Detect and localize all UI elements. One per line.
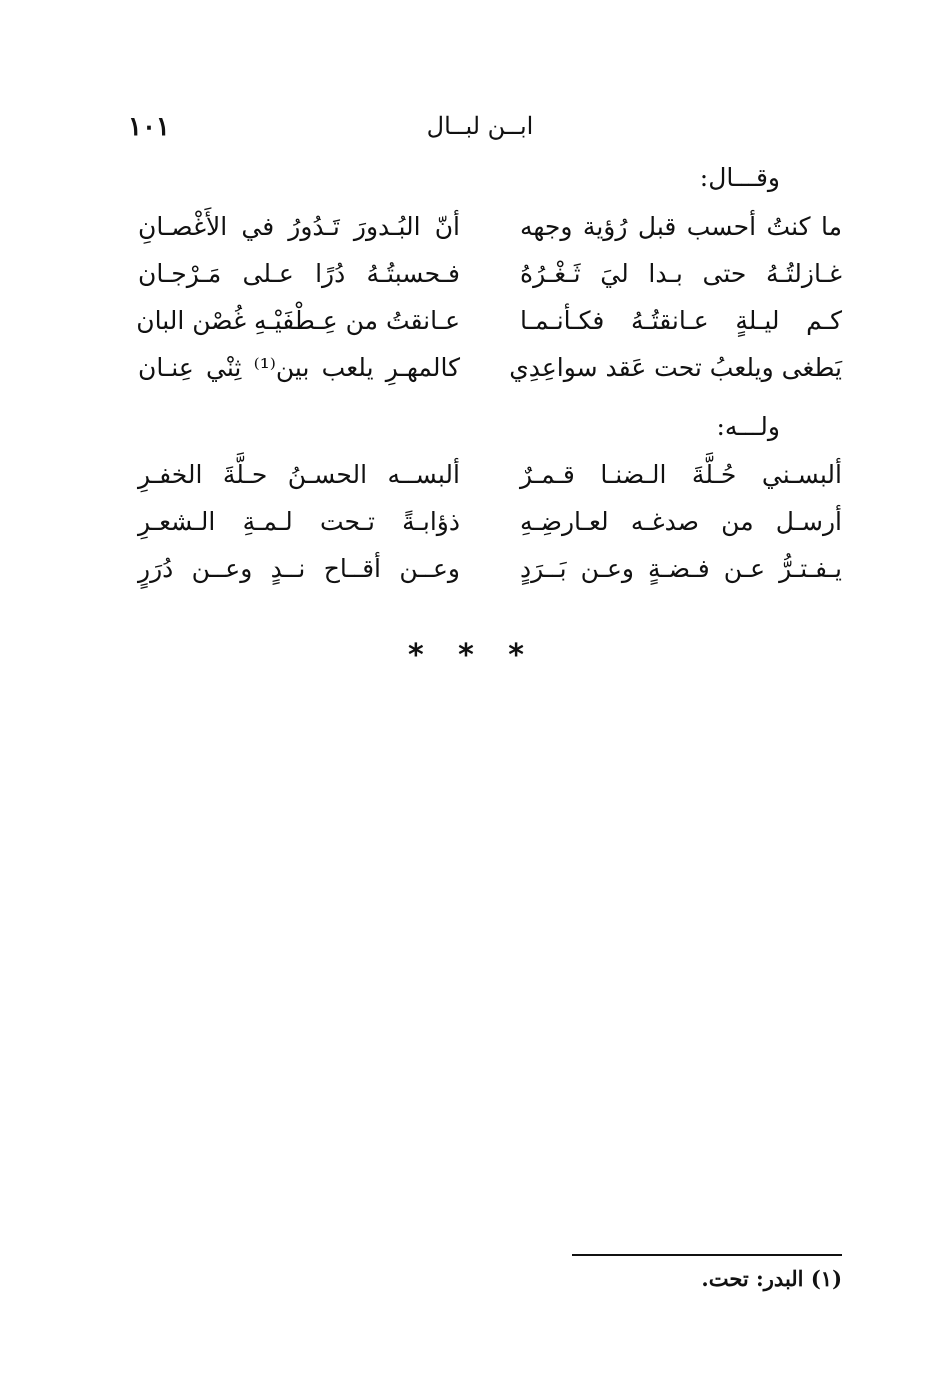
poem-2-intro: ولـــه: <box>716 412 780 441</box>
verse-line <box>138 507 842 549</box>
first-hemistich: غـازلتُـهُ حتى بـدا ليَ ثَـغْـرُهُ <box>520 259 842 288</box>
verse-line <box>138 554 842 596</box>
second-hemistich: فـحسبتُـهُ دُرًا عـلى مَـرْجـان <box>138 259 460 288</box>
verse-line <box>138 306 842 348</box>
first-hemistich: ألبسـني حُـلَّةَ الـضنـا قـمـرٌ <box>520 460 842 489</box>
second-hemistich: أنّ البُـدورَ تَـدُورُ في الأَغْصـانِ <box>138 212 460 241</box>
poem-1-intro: وقـــال: <box>699 163 780 192</box>
second-hemistich: كالمهـرِ يلعب بين⁽¹⁾ ثِنْي عِنـان <box>138 353 460 382</box>
second-hemistich: وعــن أقــاح نــدٍ وعــن دُرَرٍ <box>138 554 460 583</box>
verse-line <box>138 259 842 301</box>
second-hemistich: ألبســه الحسـنُ حـلَّةَ الخفـرِ <box>138 460 460 489</box>
verse-line <box>138 460 842 502</box>
first-hemistich: يَطغى ويلعبُ تحت عَقد سواعِدِي <box>509 353 842 382</box>
section-separator: * * * <box>408 638 536 673</box>
verse-line <box>138 212 842 254</box>
page-number: ١٠١ <box>128 112 170 142</box>
running-head: ابــن لبــال <box>426 112 534 140</box>
footnote-rule <box>572 1254 842 1256</box>
footnote: (١) البدر: تحت. <box>701 1266 842 1291</box>
first-hemistich: أرسـل من صدغـه لعـارضِـهِ <box>520 507 842 536</box>
second-hemistich: ذؤابـةً تـحت لـمـةِ الـشعـرِ <box>138 507 460 536</box>
first-hemistich: يـفـتـرُّ عـن فـضـةٍ وعـن بَــرَدٍ <box>520 554 842 583</box>
first-hemistich: كـم ليـلةٍ عـانقتُـهُ فكـأنـمـا <box>520 306 842 335</box>
first-hemistich: ما كنتُ أحسب قبل رُؤية وجهه <box>520 212 842 241</box>
second-hemistich: عـانقتُ من عِـطْفَيْـهِ غُصْن البان <box>136 306 460 335</box>
verse-line <box>138 353 842 395</box>
